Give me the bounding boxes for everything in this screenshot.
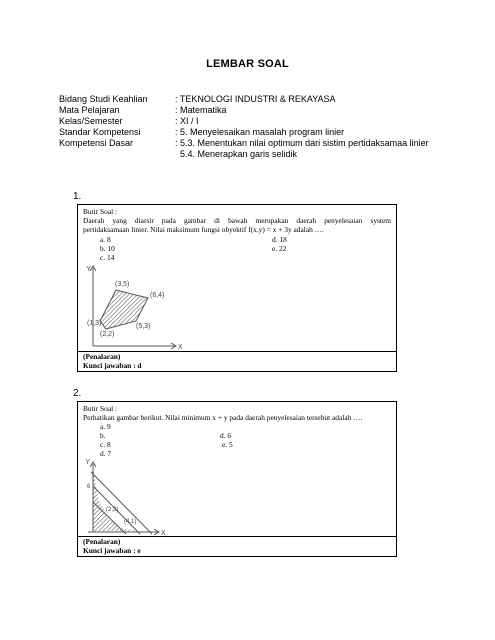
question-box: [77, 204, 397, 372]
meta-value: 5.4. Menerapkan garis selidik: [180, 149, 298, 159]
reasoning-label: (Penalaran): [83, 537, 121, 546]
question-number: 1.: [73, 191, 82, 202]
point-label: (2,2): [100, 331, 115, 338]
graph-figure: [78, 260, 198, 352]
reasoning-label: (Penalaran): [83, 352, 121, 361]
question-header: Butir Soal :: [83, 404, 118, 413]
point-label: (4,1): [124, 519, 137, 525]
meta-value: : 5. Menyelesaikan masalah program linier: [175, 127, 345, 137]
divider: [78, 536, 396, 537]
meta-value: : XI / I: [175, 116, 199, 126]
divider: [78, 351, 396, 352]
page-title: LEMBAR SOAL: [206, 58, 289, 70]
question-text: pertidaksamaan linier. Nilai maksimum fungsi obyektif f(x,y) = x + 3y adalah ….: [83, 225, 324, 234]
point-label: (6,4): [150, 292, 165, 299]
question-number: 2.: [73, 388, 82, 399]
y-axis-label: Y: [85, 459, 90, 466]
option-a: a. 8: [100, 235, 111, 244]
point-label: (3,5): [115, 281, 130, 288]
x-axis-label: X: [161, 530, 166, 536]
meta-label: Standar Kompetensi: [59, 127, 141, 137]
meta-label: Kelas/Semester: [59, 116, 123, 126]
meta-value: : Matematika: [175, 105, 227, 115]
question-header: Butir Soal :: [83, 207, 118, 216]
point-label: (2,3): [106, 507, 119, 513]
option-c: c. 8: [100, 440, 111, 449]
question-text: Daerah yang diarsir pada gambar di bawah merupakan daerah penyelesaian system: [83, 216, 391, 225]
meta-value: : TEKNOLOGI INDUSTRI & REKAYASA: [175, 94, 336, 104]
option-d: d. 18: [272, 235, 287, 244]
meta-label: Bidang Studi Keahlian: [59, 94, 148, 104]
option-d: d. 7: [100, 449, 112, 458]
point-label: 6: [87, 484, 91, 490]
option-b: b.: [100, 431, 106, 440]
meta-label: Kompetensi Dasar: [59, 138, 134, 148]
meta-label: Mata Pelajaran: [59, 105, 120, 115]
option-b: b. 10: [100, 244, 115, 253]
point-label: (5,3): [136, 323, 151, 330]
option-c: c. 14: [100, 253, 115, 262]
option-a: a. 9: [100, 422, 111, 431]
question-box: [77, 401, 397, 557]
answer-key: Kunci jawaban : e: [83, 546, 141, 555]
x-axis-label: X: [178, 344, 183, 351]
option-e: e. 5: [222, 440, 233, 449]
option-e: e. 22: [272, 244, 287, 253]
point-label: (1,3): [87, 320, 102, 327]
y-axis-label: Y: [86, 266, 91, 273]
graph-figure: [78, 458, 178, 536]
meta-value: : 5.3. Menentukan nilai optimum dari sistim pertidaksamaa linier: [175, 138, 429, 148]
answer-key: Kunci jawaban : d: [83, 361, 142, 370]
question-text: Perhatikan gambar berikut. Nilai minimum x + y pada daerah penyelesaian tersebut adalah ….: [83, 413, 363, 422]
option-d: d. 6: [220, 431, 232, 440]
